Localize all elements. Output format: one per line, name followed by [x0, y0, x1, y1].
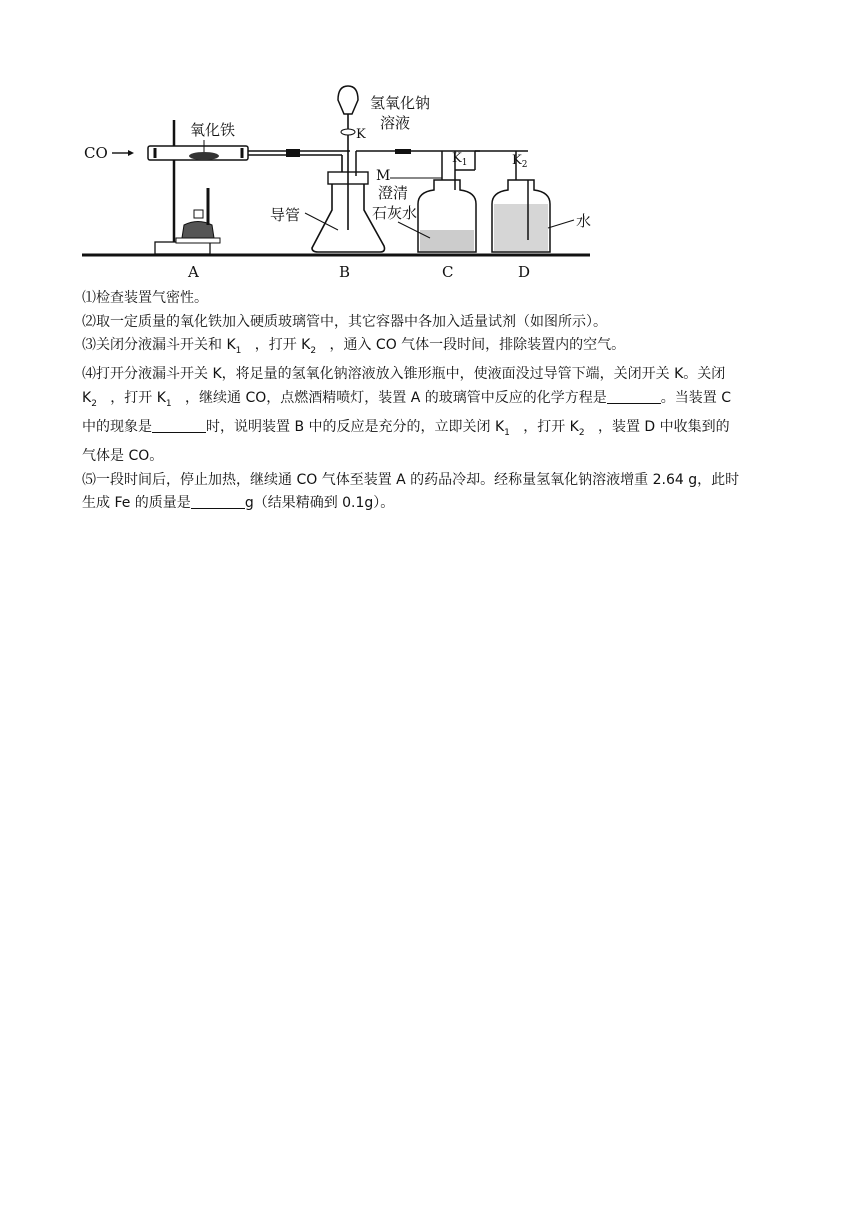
pipe-joint-2: [395, 149, 411, 154]
step-3: [82, 334, 782, 363]
limewater-label-2: 石灰水: [372, 204, 418, 222]
step-4-part-f: 中的现象是: [82, 419, 152, 436]
tube-label: 导管: [270, 206, 301, 224]
step-4-part-i: ，装置 D 中收集到的: [597, 419, 730, 436]
burner-knob: [194, 210, 203, 218]
step-3-part-a: ⑶关闭分液漏斗开关和 K: [82, 337, 236, 353]
step-5-part-c: g（结果精确到 0.1g）。: [244, 495, 395, 512]
stand-base: [155, 242, 210, 254]
subscript-2: 2: [578, 427, 585, 438]
water-liquid: [494, 204, 548, 251]
label-b: B: [339, 263, 351, 281]
step-4-part-c: ，打开 K: [110, 389, 166, 406]
step-4-part-h: ，打开 K: [523, 419, 579, 436]
step-3-part-c: ，通入 CO 气体一段时间，排除装置内的空气。: [329, 337, 626, 353]
step-4-part-d: ，继续通 CO，点燃酒精喷灯，装置 A 的玻璃管中反应的化学方程是: [185, 389, 607, 406]
step-5-line-1: ⑸一段时间后，停止加热，继续通 CO 气体至装置 A 的药品冷却。经称量氢氧化钠溶液增重 2.64 g，此时: [82, 471, 740, 488]
step-4-line-2: [82, 387, 782, 416]
subscript-1: 1: [165, 398, 172, 409]
step-4-line-4: 气体是 CO。: [82, 448, 164, 465]
equation-blank[interactable]: [607, 389, 661, 404]
label-a: A: [188, 263, 199, 281]
k2-label: $K_2$: [512, 153, 528, 170]
step-2: ⑵取一定质量的氧化铁加入硬质玻璃管中，其它容器中各加入适量试剂（如图所示）。: [82, 313, 607, 330]
step-4-line-3: [82, 416, 782, 445]
step-3-part-b: ，打开 K: [254, 337, 311, 353]
step-1: ⑴检查装置气密性。: [82, 290, 208, 306]
step-4-part-b: K: [82, 389, 92, 406]
water-pointer: [548, 220, 574, 228]
subscript-1: 1: [504, 427, 510, 438]
question-steps: [82, 287, 782, 516]
apparatus-svg: [80, 80, 600, 285]
apparatus-diagram: [80, 80, 600, 285]
label-c: C: [442, 263, 454, 281]
water-label: 水: [576, 212, 592, 230]
burner-base: [176, 238, 220, 243]
subscript-2: 2: [310, 345, 317, 356]
naoh-label-1: 氢氧化钠: [370, 94, 431, 112]
step-4-line-1: ⑷打开分液漏斗开关 K，将足量的氢氧化钠溶液放入锥形瓶中，使液面没过导管下端，关闭开关 K。关闭: [82, 366, 726, 383]
m-label: M: [376, 168, 391, 184]
naoh-label-2: 溶液: [380, 114, 411, 132]
phenomenon-blank[interactable]: [152, 418, 206, 433]
co-arrow-head: [128, 150, 134, 156]
label-d: D: [518, 263, 531, 281]
iron-oxide-sample: [189, 152, 219, 160]
co-inlet-label: CO: [84, 144, 108, 162]
sep-funnel-bulb: [338, 86, 358, 114]
step-5-line-2: [82, 492, 782, 516]
step-5-part-b: 生成 Fe 的质量是: [82, 495, 191, 512]
funnel-stopcock: [341, 129, 355, 135]
subscript-2: 2: [91, 398, 97, 409]
mass-blank[interactable]: [191, 494, 245, 509]
step-4-part-g: 时，说明装置 B 中的反应是充分的，立即关闭 K: [206, 419, 505, 436]
subscript-1: 1: [235, 345, 242, 356]
limewater-liquid: [420, 230, 474, 251]
step-4-part-e: 。当装置 C: [660, 389, 731, 406]
limewater-label-1: 澄清: [378, 184, 409, 202]
k-label: K: [356, 127, 366, 142]
iron-oxide-label: 氧化铁: [190, 121, 236, 139]
pipe-joint-1: [286, 149, 300, 157]
k1-label: $K_1$: [452, 151, 468, 168]
